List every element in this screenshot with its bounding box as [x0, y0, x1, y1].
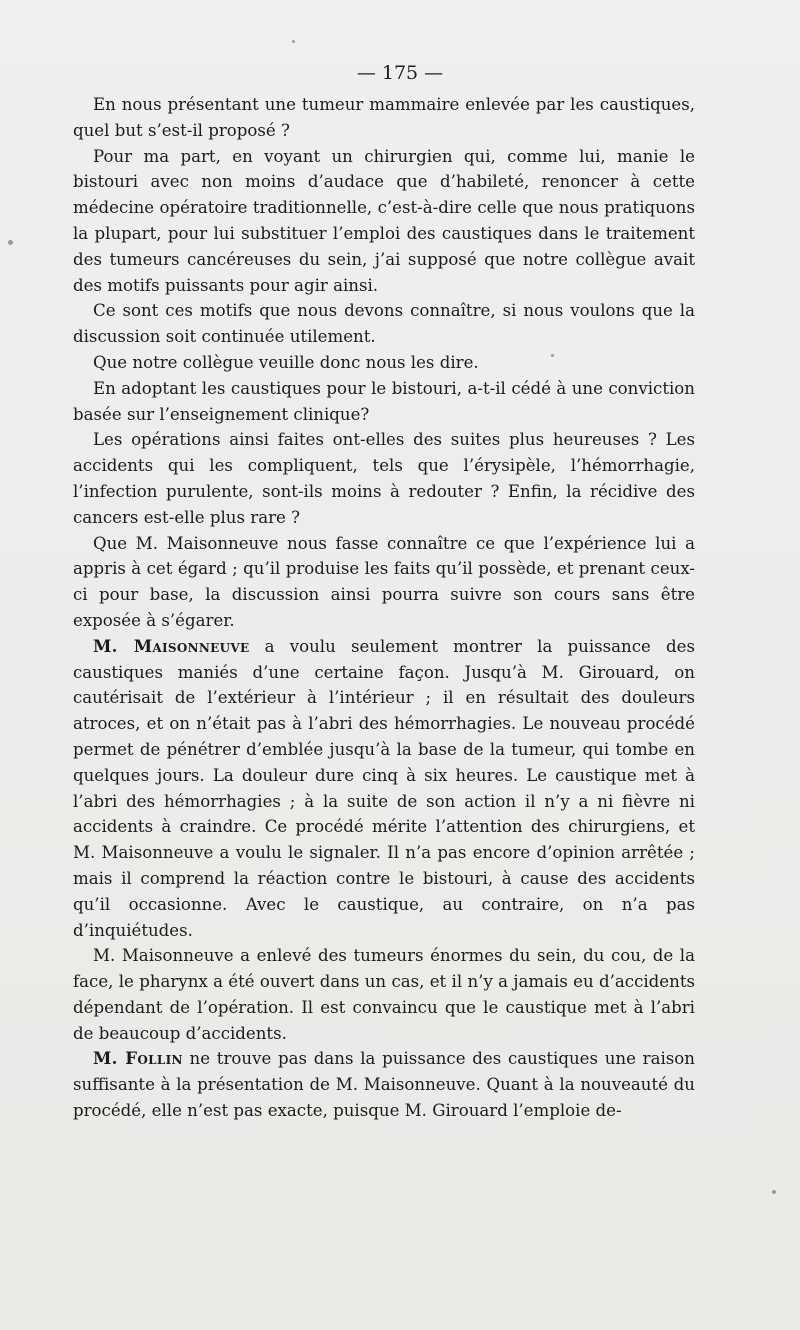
paragraph: En nous présentant une tumeur mammaire enlevée par les caustiques, quel but s’est-il proposé ?: [73, 95, 695, 140]
scan-speck: [292, 40, 295, 43]
paragraph: Que notre collègue veuille donc nous les dire.: [93, 352, 479, 372]
paragraph: Pour ma part, en voyant un chirurgien qui, comme lui, manie le bistouri avec non moins d’audace que d’habileté, renoncer à cette médecine opératoire traditionnelle, c’est-à-dire celle que nous pratiquons la plupart, pour lui substituer l’emploi des caustiques dans le traitement des tumeurs cancéreuses du sein, j’ai supposé que notre collègue avait des motifs puissants pour agir ainsi.: [73, 146, 695, 295]
paragraph: [73, 634, 695, 944]
page-number: — 175 —: [356, 62, 444, 84]
paragraph: Que M. Maisonneuve nous fasse connaître ce que l’expérience lui a appris à cet égard ; qu’il produise les faits qu’il possède, et prenant ceux-ci pour base, la discussion ainsi pourra suivre son cours sans être exposée à s’égarer.: [73, 533, 695, 630]
paragraph: Ce sont ces motifs que nous devons connaître, si nous voulons que la discussion soit continuée utilement.: [73, 301, 695, 347]
scan-speck: [551, 354, 554, 357]
paragraph: Les opérations ainsi faites ont-elles des suites plus heureuses ? Les accidents qui les compliquent, tels que l’érysipèle, l’hémorrhagie, l’infection purulente, sont-ils moins à redouter ? Enfin, la récidive des cancers est-elle plus rare ?: [73, 430, 695, 527]
scan-speck: [8, 240, 13, 245]
scan-speck: [772, 1190, 776, 1194]
paragraph: En adoptant les caustiques pour le bistouri, a-t-il cédé à une conviction basée sur l’enseignement clinique?: [73, 378, 695, 424]
paragraph: [73, 1046, 695, 1123]
paragraph-text: ne trouve pas dans la puissance des caustiques une raison suffisante à la présentation de M. Maisonneuve. Quant à la nouveauté du procédé, elle n’est pas exacte, puisque M. Girouard l’emploie de-: [73, 1049, 695, 1121]
paragraph: M. Maisonneuve a enlevé des tumeurs énormes du sein, du cou, de la face, le pharynx a été ouvert dans un cas, et il n’y a jamais eu d’accidents dépendant de l’opération. Il est convaincu que le caustique met à l’abri de beaucoup d’accidents.: [73, 946, 695, 1043]
body-text: [73, 92, 695, 1124]
speaker-name: M. Follin: [93, 1048, 183, 1069]
speaker-name: M. Maisonneuve: [93, 635, 250, 656]
paragraph-text: a voulu seulement montrer la puissance des caustiques maniés d’une certaine façon. Jusqu’à M. Girouard, on cautérisait de l’extérieur à l’intérieur ; il en résultait des douleurs atroces, et on n’était pas à l’abri des hémorrhagies. Le nouveau procédé permet de pénétrer d’emblée jusqu’à la base de la tumeur, qui tombe en quelques jours. La douleur dure cinq à six heures. Le caustique met à l’abri des hémorrhagies ; à la suite de son action il n’y a ni fièvre ni accidents à craindre. Ce procédé mérite l’attention des chirurgiens, et M. Maisonneuve a voulu le signaler. Il n’a pas encore d’opinion arrêtée ; mais il comprend la réaction contre le bistouri, à cause des accidents qu’il occasionne. Avec le caustique, au contraire, on n’a pas d’inquiétudes.: [73, 636, 695, 940]
